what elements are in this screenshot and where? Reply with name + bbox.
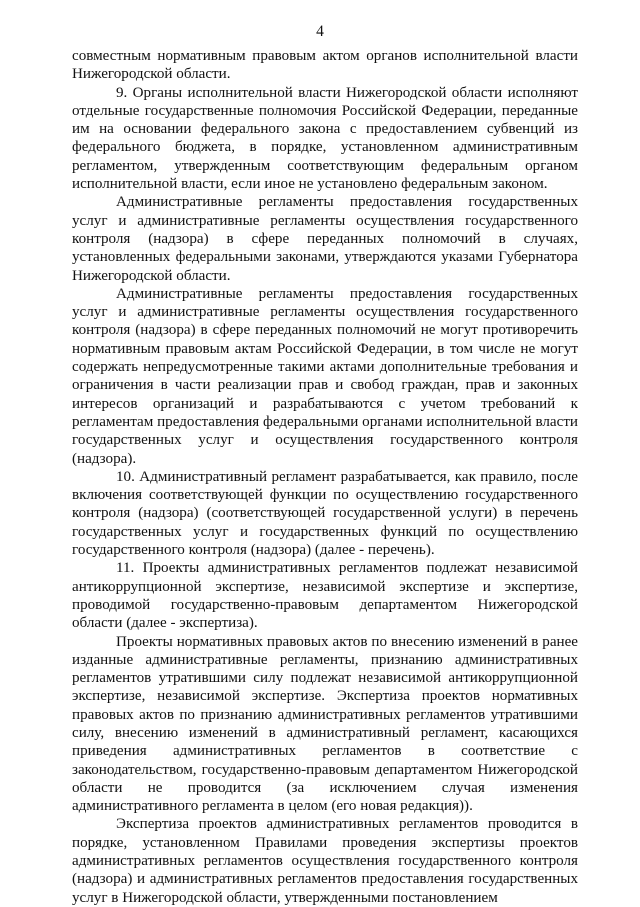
paragraph-clause-11: 11. Проекты административных регламентов подлежат независимой антикоррупционной экспертизе, независимой экспертизе и экспертизе, проводимой государственно-правовым департаментом Нижегородской области (далее - экспертиза). — [72, 560, 578, 632]
paragraph-clause-9: 9. Органы исполнительной власти Нижегородской области исполняют отдельные государственные полномочия Российской Федерации, переданные им на основании федерального закона с предоставлением субвенций из федерального бюджета, в порядке, установленном административным регламентом, утвержденным соответствующим федеральным органом исполнительной власти, если иное не установлено федеральным законом. — [72, 84, 578, 193]
paragraph-amendment-drafts: Проекты нормативных правовых актов по внесению изменений в ранее изданные административные регламенты, признанию административных регламентов утратившими силу подлежат независимой антикоррупционной экспертизе, независимой экспертизе. Экспертиза проектов нормативных правовых актов по признанию административных регламентов утратившими силу, внесению изменений в административный регламент, касающихся приведения административных регламентов в соответствие с законодательством, государственно-правовым департаментом Нижегородской области не проводится (за исключением случая изменения административного регламента в целом (его новая редакция)). — [72, 633, 578, 815]
page-number: 4 — [316, 23, 324, 40]
paragraph-regulations-requirements: Административные регламенты предоставления государственных услуг и административные регламенты осуществления государственного контроля (надзора) в сфере переданных полномочий не могут противоречить нормативным правовым актам Российской Федерации, в том числе не могут содержать непредусмотренные такими актами дополнительные требования и ограничения в части реализации прав и свобод граждан, прав и законных интересов организаций и разрабатываются с учетом требований к регламентам предоставления федеральными органами исполнительной власти государственных услуг и осуществления государственного контроля (надзора). — [72, 285, 578, 467]
paragraph-clause-10: 10. Административный регламент разрабатывается, как правило, после включения соответствующей функции по осуществлению государственного контроля (надзора) (соответствующей государственной услуги) в перечень государственных услуг и государственных функций по осуществлению государственного контроля (надзора) (далее - перечень). — [72, 468, 578, 559]
document-body — [72, 47, 578, 907]
paragraph-expertise-procedure: Экспертиза проектов административных регламентов проводится в порядке, установленном Правилами проведения экспертизы проектов административных регламентов осуществления государственного контроля (надзора) и административных регламентов предоставления государственных услуг в Нижегородской области, утвержденными постановлением — [72, 816, 578, 906]
paragraph-regulations-approval: Административные регламенты предоставления государственных услуг и административные регламенты осуществления государственного контроля (надзора) в сфере переданных полномочий в случаях, установленных федеральными законами, утверждаются указами Губернатора Нижегородской области. — [72, 194, 578, 284]
paragraph-continuation: совместным нормативным правовым актом органов исполнительной власти Нижегородской области. — [72, 48, 578, 83]
